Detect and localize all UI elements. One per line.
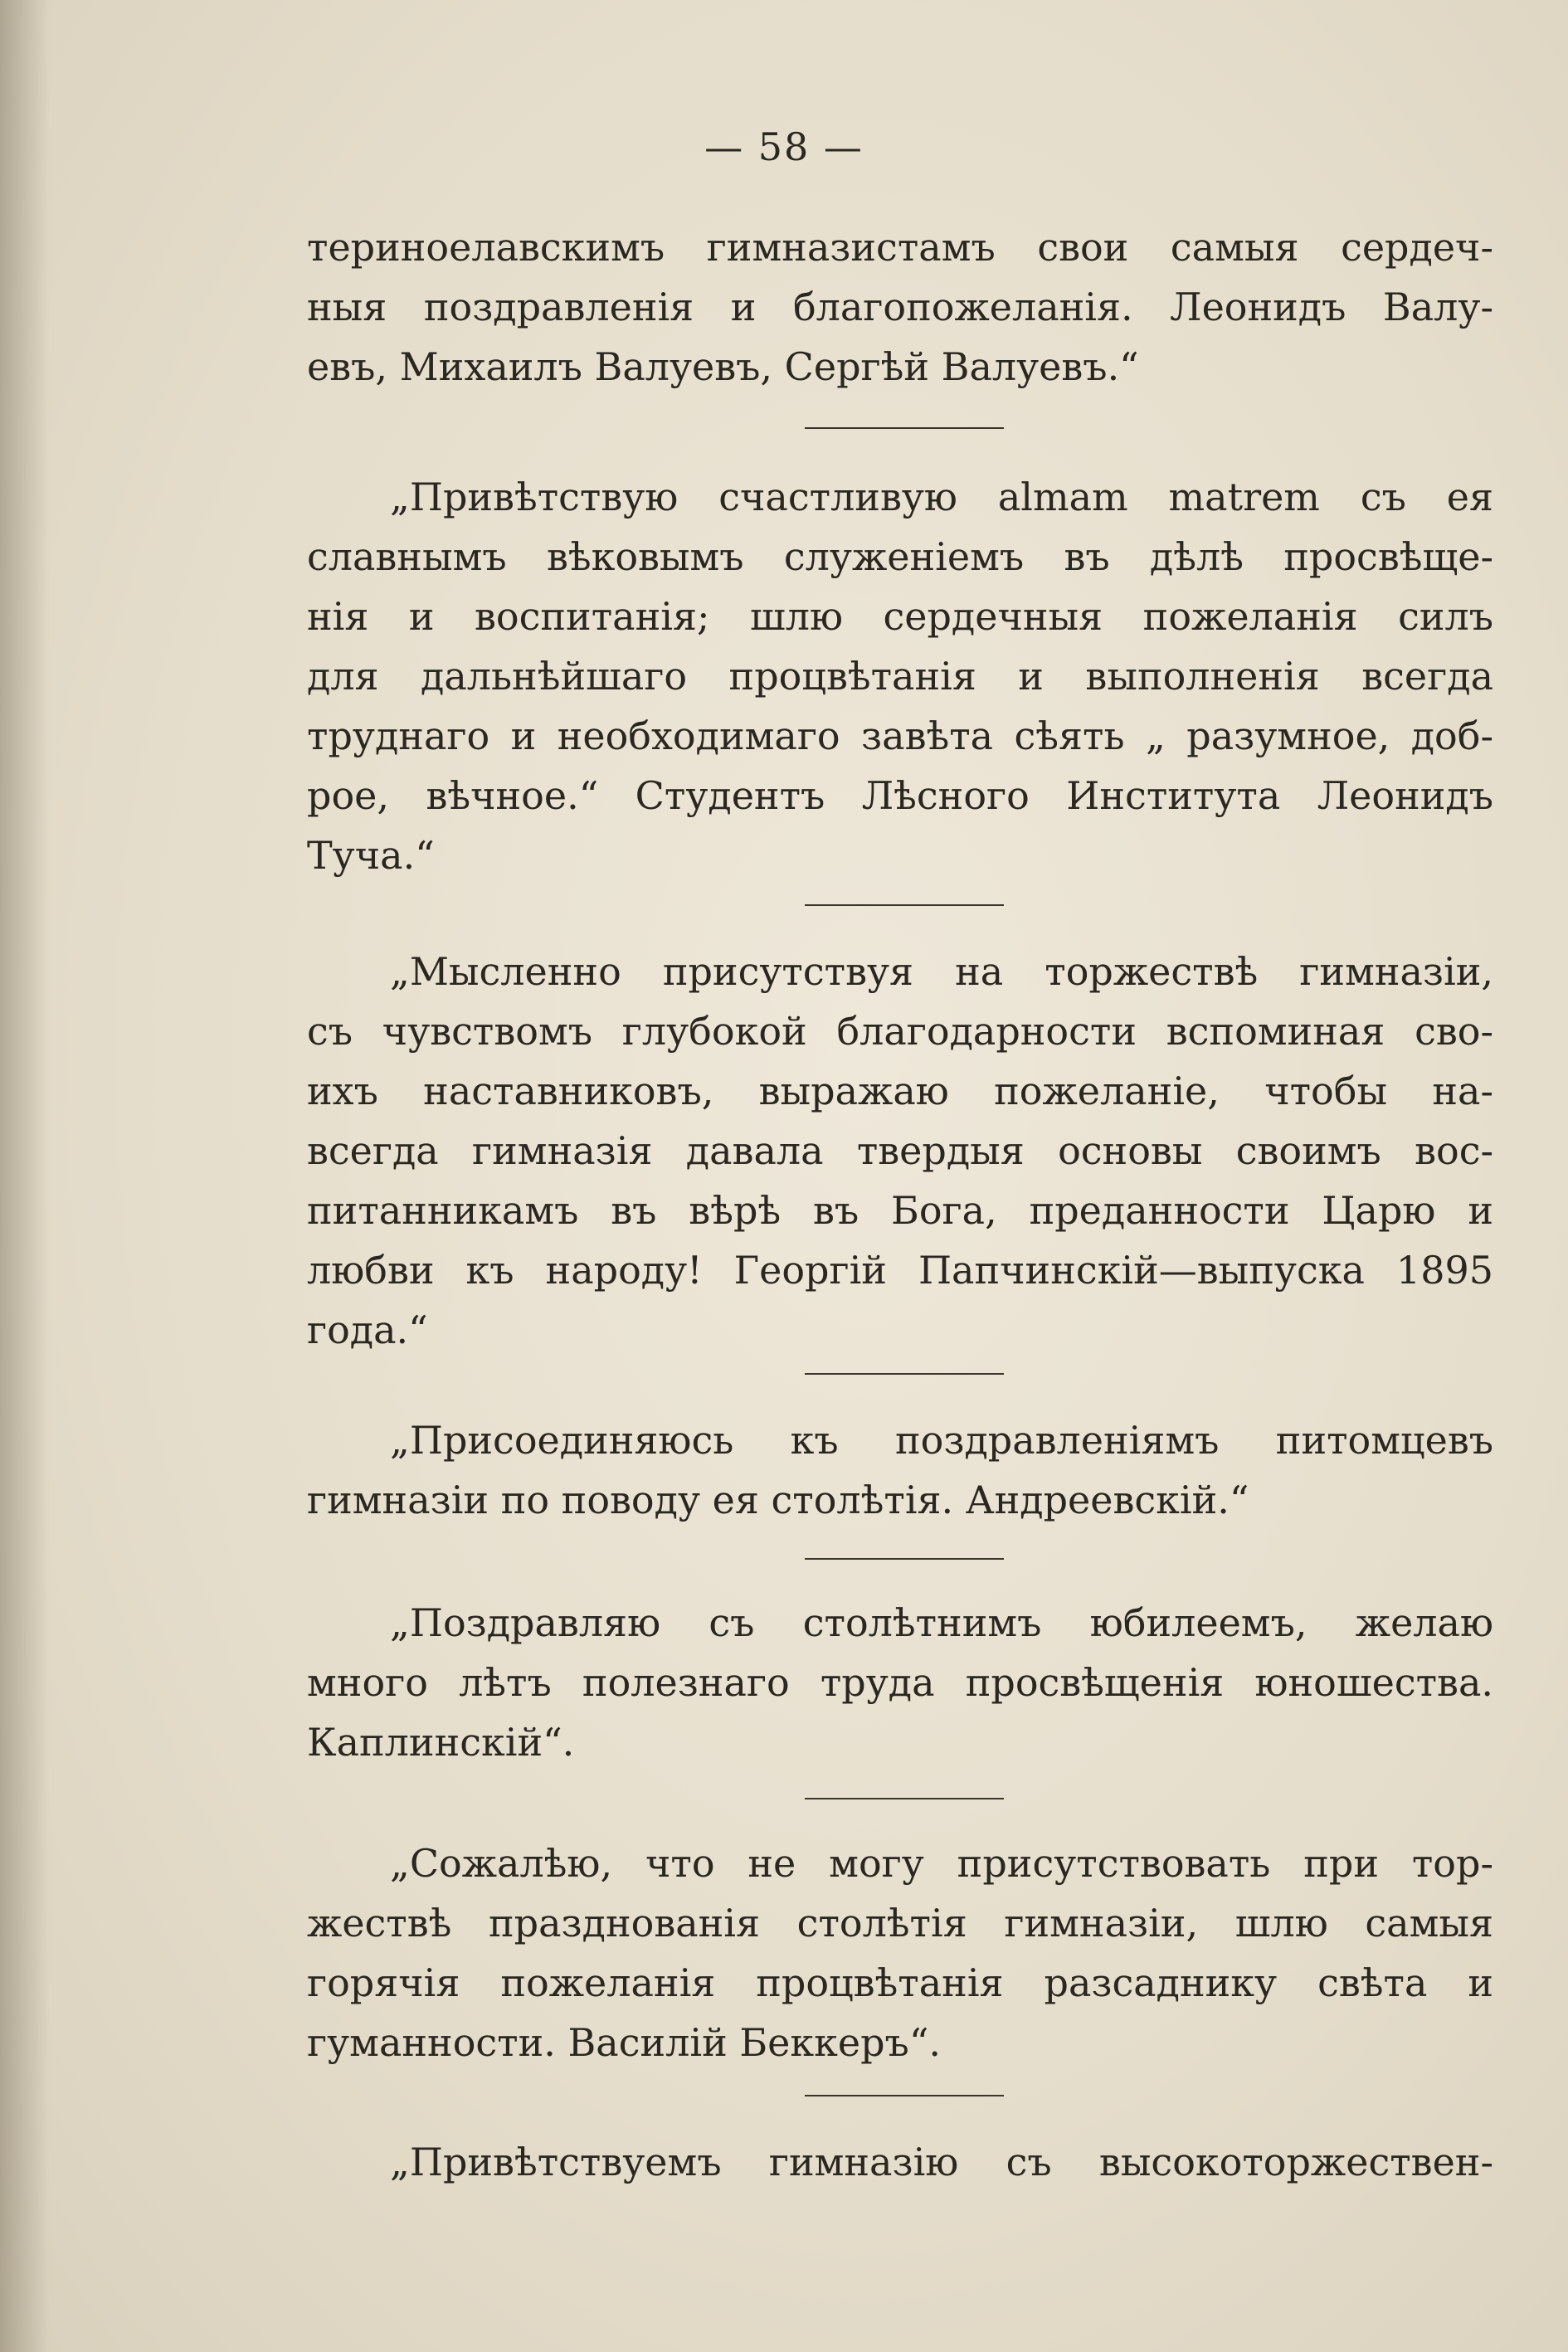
binding-shadow <box>0 0 50 2352</box>
text-line: нія и воспитанія; шлю сердечныя пожеланія силъ <box>307 594 1493 639</box>
text-line: рое, вѣчное.“ Студентъ Лѣсного Института Леонидъ <box>307 773 1493 818</box>
section-divider <box>805 2095 1004 2096</box>
text-line: евъ, Михаилъ Валуевъ, Сергѣй Валуевъ.“ <box>307 344 1139 389</box>
text-line: славнымъ вѣковымъ служеніемъ въ дѣлѣ просвѣще- <box>307 534 1493 579</box>
page-number: — 58 — <box>704 124 864 169</box>
text-line: „Привѣтствую счастливую almam matrem съ ея <box>390 475 1493 519</box>
section-divider <box>805 904 1004 906</box>
paragraph-3 <box>307 942 1493 1360</box>
text-line: „Присоединяюсь къ поздравленіямъ питомцевъ <box>390 1418 1493 1463</box>
paragraph-6 <box>307 1833 1493 2072</box>
text-line: гимназіи по поводу ея столѣтія. Андреевскій.“ <box>307 1478 1249 1522</box>
section-divider <box>805 427 1004 429</box>
text-line: „Поздравляю съ столѣтнимъ юбилеемъ, желаю <box>390 1600 1493 1645</box>
paragraph-2 <box>307 467 1493 885</box>
text-line: гуманности. Василій Беккеръ“. <box>307 2020 941 2065</box>
text-line: горячія пожеланія процвѣтанія разсаднику свѣта и <box>307 1960 1493 2005</box>
text-line: много лѣтъ полезнаго труда просвѣщенія юношества. <box>307 1660 1493 1705</box>
paragraph-1 <box>307 217 1493 397</box>
section-divider <box>805 1373 1004 1375</box>
text-line: Туча.“ <box>307 833 435 878</box>
text-line: „Мысленно присутствуя на торжествѣ гимназіи, <box>390 949 1493 994</box>
paragraph-5 <box>307 1593 1493 1772</box>
section-divider <box>805 1798 1004 1799</box>
text-line: для дальнѣйшаго процвѣтанія и выполненія всегда <box>307 654 1493 699</box>
text-line: ихъ наставниковъ, выражаю пожеланіе, чтобы на- <box>307 1069 1493 1113</box>
text-line: териноелавскимъ гимназистамъ свои самыя сердеч- <box>307 225 1493 270</box>
text-line: всегда гимназія давала твердыя основы своимъ вос- <box>307 1128 1493 1173</box>
paragraph-4 <box>307 1410 1493 1530</box>
text-line: ныя поздравленія и благопожеланія. Леонидъ Валу- <box>307 285 1493 329</box>
section-divider <box>805 1558 1004 1560</box>
paragraph-7 <box>307 2132 1493 2192</box>
text-line: года.“ <box>307 1307 428 1352</box>
text-line: „Сожалѣю, что не могу присутствовать при тор- <box>390 1841 1493 1886</box>
text-line: съ чувствомъ глубокой благодарности вспоминая сво- <box>307 1009 1493 1054</box>
text-line: жествѣ празднованія столѣтія гимназіи, шлю самыя <box>307 1901 1493 1945</box>
text-line: труднаго и необходимаго завѣта сѣять „ разумное, доб- <box>307 713 1493 758</box>
text-line: любви къ народу! Георгій Папчинскій—выпуска 1895 <box>307 1248 1493 1293</box>
text-line: „Привѣтствуемъ гимназію съ высокоторжествен- <box>390 2140 1493 2184</box>
text-line: питанникамъ въ вѣрѣ въ Бога, преданности Царю и <box>307 1188 1493 1233</box>
text-line: Каплинскій“. <box>307 1720 575 1765</box>
